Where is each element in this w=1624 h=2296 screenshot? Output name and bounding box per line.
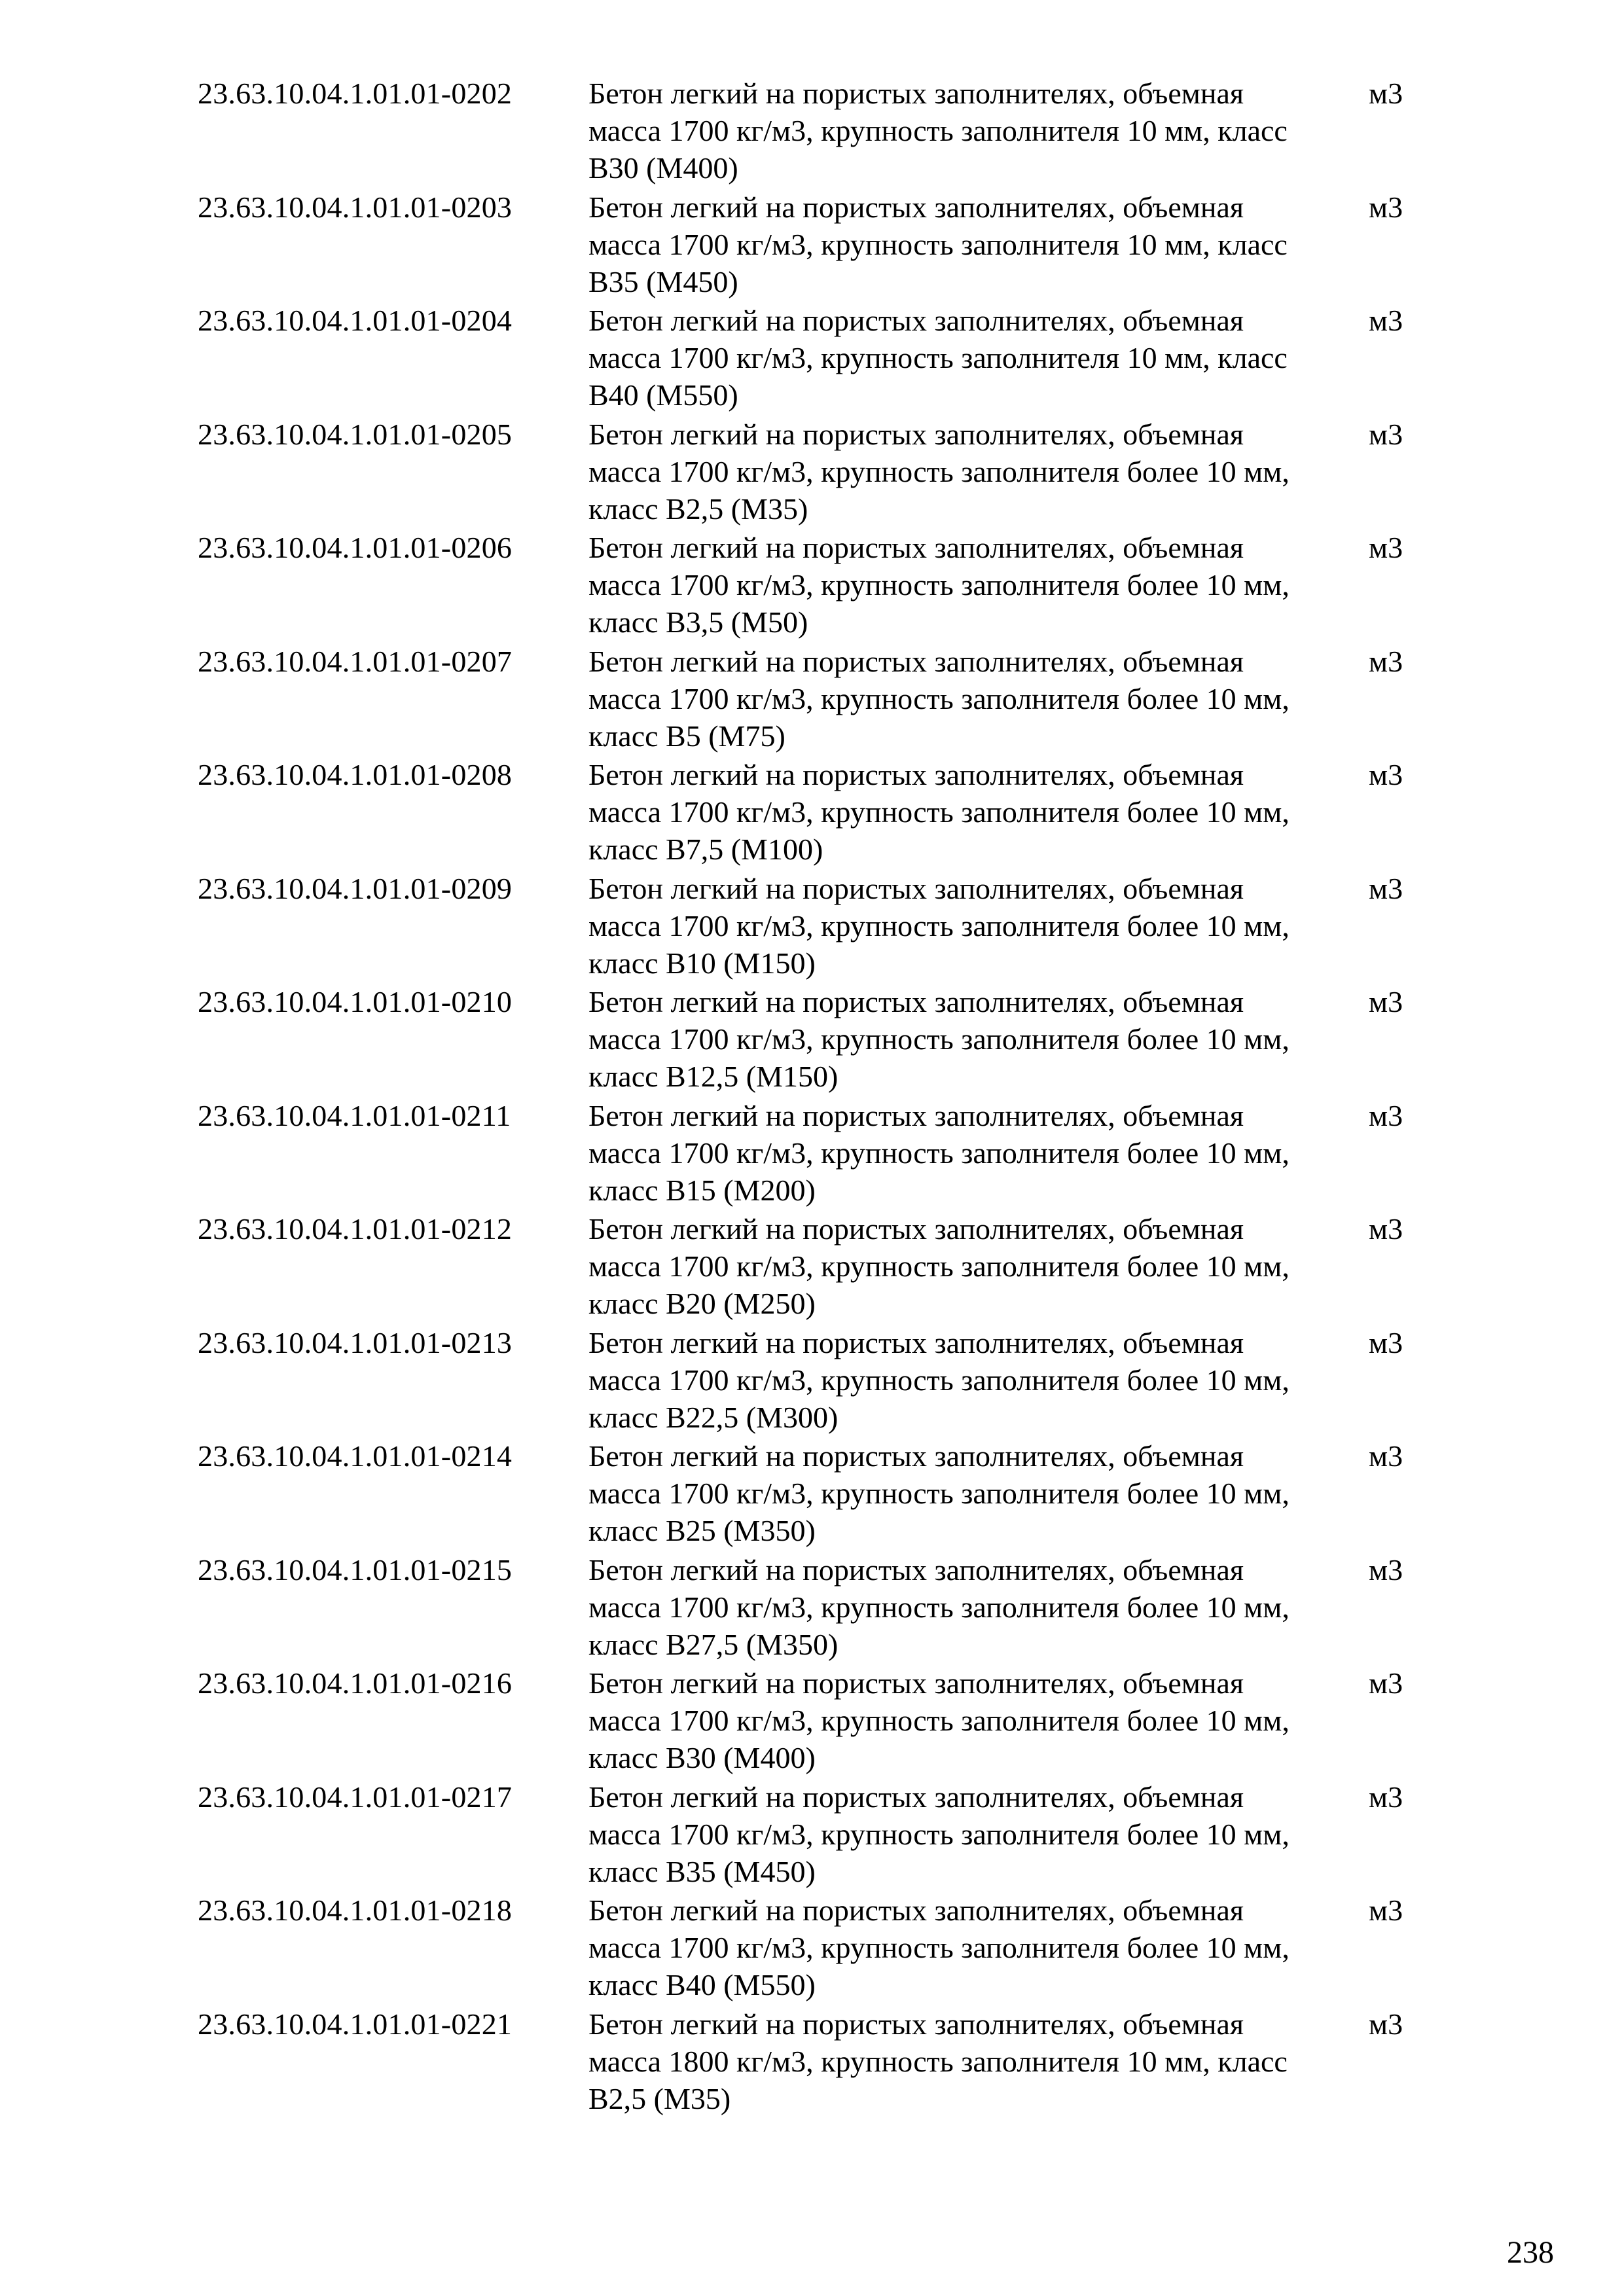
list-item [0, 1097, 1624, 1211]
resource-description: Бетон легкий на пористых заполнителях, объемная масса 1700 кг/м3, крупность заполнителя более 10 мм, класс В27,5 (М350) [588, 1552, 1290, 1661]
list-item [0, 188, 1624, 302]
resource-code: 23.63.10.04.1.01.01-0218 [198, 1893, 513, 1927]
resource-description: Бетон легкий на пористых заполнителях, объемная масса 1800 кг/м3, крупность заполнителя 10 мм, класс В2,5 (М35) [588, 2007, 1288, 2115]
resource-description: Бетон легкий на пористых заполнителях, объемная масса 1700 кг/м3, крупность заполнителя более 10 мм, класс В5 (М75) [588, 644, 1290, 753]
list-item [0, 1664, 1624, 1778]
resource-description: Бетон легкий на пористых заполнителях, объемная масса 1700 кг/м3, крупность заполнителя более 10 мм, класс В35 (М450) [588, 1780, 1290, 1888]
list-item [0, 1210, 1624, 1324]
resource-code: 23.63.10.04.1.01.01-0209 [198, 871, 513, 905]
resource-code: 23.63.10.04.1.01.01-0210 [198, 985, 513, 1018]
resource-code: 23.63.10.04.1.01.01-0204 [198, 304, 513, 337]
list-item [0, 1324, 1624, 1438]
list-item [0, 75, 1624, 188]
resource-unit: м3 [1369, 531, 1403, 564]
resource-code: 23.63.10.04.1.01.01-0216 [198, 1666, 513, 1700]
resource-code: 23.63.10.04.1.01.01-0208 [198, 758, 513, 791]
list-item [0, 2005, 1624, 2119]
resource-description: Бетон легкий на пористых заполнителях, объемная масса 1700 кг/м3, крупность заполнителя более 10 мм, класс В10 (М150) [588, 871, 1290, 980]
resource-description: Бетон легкий на пористых заполнителях, объемная масса 1700 кг/м3, крупность заполнителя более 10 мм, класс В22,5 (М300) [588, 1325, 1290, 1434]
resource-code: 23.63.10.04.1.01.01-0211 [198, 1098, 511, 1132]
list-item [0, 756, 1624, 870]
resource-unit: м3 [1369, 77, 1403, 110]
resource-description: Бетон легкий на пористых заполнителях, объемная масса 1700 кг/м3, крупность заполнителя более 10 мм, класс В15 (М200) [588, 1098, 1290, 1207]
list-item [0, 643, 1624, 757]
resource-description: Бетон легкий на пористых заполнителях, объемная масса 1700 кг/м3, крупность заполнителя 10 мм, класс В30 (М400) [588, 77, 1288, 185]
resource-code: 23.63.10.04.1.01.01-0207 [198, 644, 513, 678]
resource-unit: м3 [1369, 644, 1403, 678]
list-item [0, 870, 1624, 984]
list-item [0, 302, 1624, 416]
resource-description: Бетон легкий на пористых заполнителях, объемная масса 1700 кг/м3, крупность заполнителя более 10 мм, класс В25 (М350) [588, 1439, 1290, 1547]
resource-description: Бетон легкий на пористых заполнителях, объемная масса 1700 кг/м3, крупность заполнителя более 10 мм, класс В12,5 (М150) [588, 985, 1290, 1093]
resource-code: 23.63.10.04.1.01.01-0215 [198, 1552, 513, 1587]
list-item [0, 1892, 1624, 2005]
resource-description: Бетон легкий на пористых заполнителях, объемная масса 1700 кг/м3, крупность заполнителя более 10 мм, класс В2,5 (М35) [588, 417, 1290, 526]
resource-code: 23.63.10.04.1.01.01-0206 [198, 531, 513, 564]
resource-code: 23.63.10.04.1.01.01-0214 [198, 1439, 513, 1473]
resource-unit: м3 [1369, 1212, 1403, 1246]
resource-unit: м3 [1369, 190, 1403, 224]
list-item [0, 416, 1624, 529]
resource-description: Бетон легкий на пористых заполнителях, объемная масса 1700 кг/м3, крупность заполнителя 10 мм, класс В35 (М450) [588, 190, 1288, 298]
list-item [0, 1437, 1624, 1551]
resource-code: 23.63.10.04.1.01.01-0205 [198, 417, 513, 451]
resource-description: Бетон легкий на пористых заполнителях, объемная масса 1700 кг/м3, крупность заполнителя 10 мм, класс В40 (М550) [588, 304, 1288, 412]
resource-code: 23.63.10.04.1.01.01-0221 [198, 2007, 513, 2041]
resource-unit: м3 [1369, 1552, 1403, 1587]
resource-description: Бетон легкий на пористых заполнителях, объемная масса 1700 кг/м3, крупность заполнителя более 10 мм, класс В20 (М250) [588, 1212, 1290, 1320]
resource-code: 23.63.10.04.1.01.01-0203 [198, 190, 513, 224]
resource-description: Бетон легкий на пористых заполнителях, объемная масса 1700 кг/м3, крупность заполнителя более 10 мм, класс В30 (М400) [588, 1666, 1290, 1774]
resource-unit: м3 [1369, 758, 1403, 791]
resource-unit: м3 [1369, 304, 1403, 337]
resource-code: 23.63.10.04.1.01.01-0212 [198, 1212, 513, 1246]
resource-unit: м3 [1369, 1098, 1403, 1132]
list-item [0, 983, 1624, 1097]
resource-unit: м3 [1369, 1666, 1403, 1700]
resource-description: Бетон легкий на пористых заполнителях, объемная масса 1700 кг/м3, крупность заполнителя более 10 мм, класс В3,5 (М50) [588, 531, 1290, 639]
page-number: 238 [1507, 2235, 1554, 2270]
list-item [0, 1551, 1624, 1665]
resource-code: 23.63.10.04.1.01.01-0217 [198, 1780, 513, 1814]
resource-unit: м3 [1369, 2007, 1403, 2041]
resource-list [0, 75, 1624, 2119]
resource-unit: м3 [1369, 1325, 1403, 1359]
resource-description: Бетон легкий на пористых заполнителях, объемная масса 1700 кг/м3, крупность заполнителя более 10 мм, класс В7,5 (М100) [588, 758, 1290, 866]
resource-unit: м3 [1369, 985, 1403, 1018]
resource-description: Бетон легкий на пористых заполнителях, объемная масса 1700 кг/м3, крупность заполнителя более 10 мм, класс В40 (М550) [588, 1893, 1290, 2001]
resource-code: 23.63.10.04.1.01.01-0213 [198, 1325, 513, 1359]
resource-unit: м3 [1369, 1780, 1403, 1814]
resource-unit: м3 [1369, 1893, 1403, 1927]
list-item [0, 1778, 1624, 1892]
resource-code: 23.63.10.04.1.01.01-0202 [198, 77, 513, 110]
resource-unit: м3 [1369, 417, 1403, 451]
resource-unit: м3 [1369, 1439, 1403, 1473]
list-item [0, 529, 1624, 643]
resource-unit: м3 [1369, 871, 1403, 905]
